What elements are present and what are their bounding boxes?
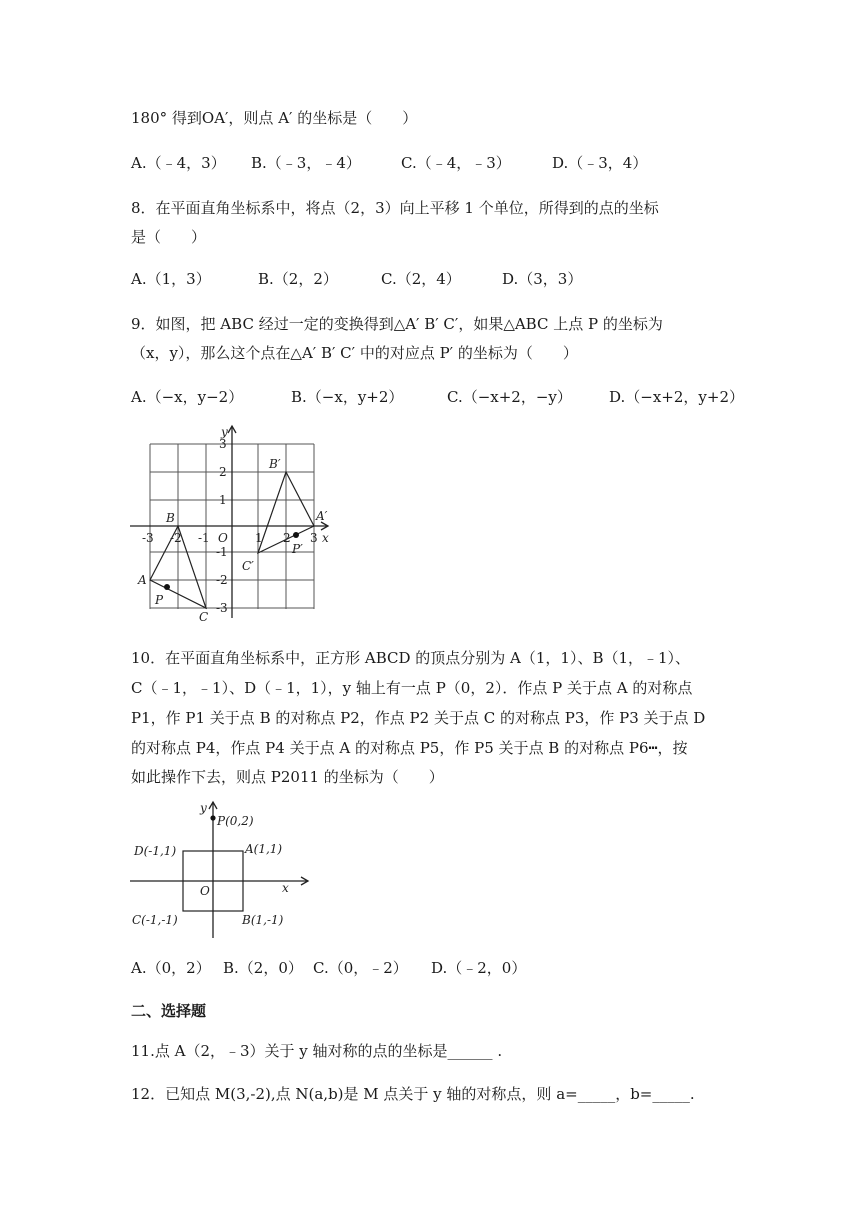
q9-line-2: （x，y），那么这个点在△A′ B′ C′ 中的对应点 P′ 的坐标为（ ） — [131, 344, 578, 362]
q9-option-a: A.（−x，y−2） — [131, 388, 244, 406]
q10-label-c: C(-1,-1) — [132, 913, 178, 927]
q9-label-c: C — [199, 610, 209, 622]
q8-option-a: A.（1，3） — [131, 270, 211, 288]
point-p — [164, 584, 170, 590]
q9-line-1: 9．如图，把 ABC 经过一定的变换得到△A′ B′ C′，如果△ABC 上点 P 的坐标为 — [131, 315, 663, 333]
q10-label-b: B(1,-1) — [242, 913, 284, 927]
q9-label-p: P — [155, 593, 164, 607]
q9-label-a1: A′ — [316, 509, 328, 523]
q10-y-axis-label: y — [200, 801, 207, 815]
q9-origin-label: O — [218, 531, 228, 545]
point-p1 — [293, 532, 299, 538]
q9-x-tick-2: 2 — [283, 531, 291, 545]
q10-label-p: P(0,2) — [217, 814, 254, 828]
q9-x-axis-label: x — [322, 531, 329, 545]
q8-option-b: B.（2，2） — [258, 270, 338, 288]
q11-line: 11.点 A（2，﹣3）关于 y 轴对称的点的坐标是______ . — [131, 1042, 503, 1060]
q9-y-tick-2: 2 — [219, 465, 227, 479]
q9-x-tick-1: 1 — [255, 531, 263, 545]
q9-label-b1: B′ — [269, 457, 281, 471]
q8-line-1: 8．在平面直角坐标系中，将点（2，3）向上平移 1 个单位，所得到的点的坐标 — [131, 199, 659, 217]
q9-y-tick-neg3: -3 — [216, 601, 228, 615]
q10-option-a: A.（0，2） — [131, 959, 211, 977]
q10-line-1: 10．在平面直角坐标系中，正方形 ABCD 的顶点分别为 A（1，1）、B（1，﹣1）、 — [131, 649, 691, 667]
q10-x-axis-label: x — [282, 881, 289, 895]
q9-option-b: B.（−x，y+2） — [291, 388, 404, 406]
q7-option-b: B.（﹣3，﹣4） — [251, 154, 361, 172]
q10-option-c: C.（0，﹣2） — [313, 959, 408, 977]
q9-option-c: C.（−x+2，−y） — [447, 388, 572, 406]
q10-figure — [120, 798, 320, 946]
q9-x-tick-neg2: -2 — [170, 531, 182, 545]
q10-label-d: D(-1,1) — [134, 844, 177, 858]
q9-y-tick-neg1: -1 — [216, 545, 228, 559]
q10-line-4: 的对称点 P4，作点 P4 关于点 A 的对称点 P5，作 P5 关于点 B 的对称点 P6┅，按 — [131, 739, 688, 757]
q10-line-5: 如此操作下去，则点 P2011 的坐标为（ ） — [131, 768, 444, 786]
q10-label-a: A(1,1) — [245, 842, 283, 856]
q9-x-tick-neg1: -1 — [198, 531, 210, 545]
q9-label-a: A — [138, 573, 147, 587]
q9-label-p1: P′ — [292, 542, 303, 556]
q7-option-a: A.（﹣4，3） — [131, 154, 226, 172]
q10-option-d: D.（﹣2，0） — [431, 959, 527, 977]
q10-line-2: C（﹣1，﹣1）、D（﹣1，1），y 轴上有一点 P（0，2）．作点 P 关于点 A 的对称点 — [131, 679, 693, 697]
q9-label-b: B — [166, 511, 175, 525]
q8-option-c: C.（2，4） — [381, 270, 461, 288]
q9-label-c1: C′ — [242, 559, 254, 573]
q10-origin-label: O — [200, 884, 210, 898]
q10-line-3: P1，作 P1 关于点 B 的对称点 P2，作点 P2 关于点 C 的对称点 P3，作 P3 关于点 D — [131, 709, 706, 727]
q9-y-tick-1: 1 — [219, 493, 227, 507]
q9-y-axis-label: y — [221, 425, 228, 439]
q7-option-d: D.（﹣3，4） — [552, 154, 648, 172]
q10-point-p — [210, 815, 215, 820]
q9-option-d: D.（−x+2，y+2） — [609, 388, 744, 406]
q8-line-2: 是（ ） — [131, 228, 207, 246]
q9-y-tick-neg2: -2 — [216, 573, 228, 587]
q7-line: 180° 得到OA′，则点 A′ 的坐标是（ ） — [131, 109, 418, 127]
q9-x-tick-neg3: -3 — [142, 531, 154, 545]
q12-line: 12．已知点 M(3,-2),点 N(a,b)是 M 点关于 y 轴的对称点，则 a=_____，b=_____. — [131, 1085, 695, 1103]
q8-option-d: D.（3，3） — [502, 270, 583, 288]
q9-y-tick-3: 3 — [219, 437, 227, 451]
q9-figure — [128, 422, 338, 622]
section-heading: 二、选择题 — [131, 1002, 207, 1020]
q9-x-tick-3: 3 — [310, 531, 318, 545]
q10-option-b: B.（2，0） — [223, 959, 303, 977]
q7-option-c: C.（﹣4，﹣3） — [401, 154, 511, 172]
